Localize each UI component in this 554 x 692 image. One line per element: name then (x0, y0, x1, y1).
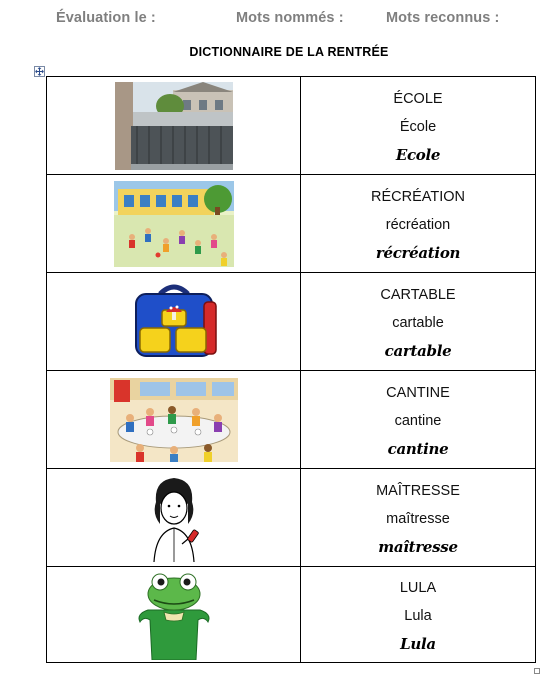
table-row (47, 273, 536, 371)
evaluation-header (0, 10, 554, 30)
picture-cell (47, 371, 301, 469)
word-uppercase: CANTINE (386, 384, 450, 401)
playground-illustration (114, 181, 234, 267)
schoolbag-illustration (126, 280, 222, 364)
school-photo (115, 82, 233, 170)
table-row (47, 469, 536, 567)
dictionary-table (46, 76, 536, 663)
word-lowercase: récréation (385, 216, 451, 233)
words-named-label: Mots nommés : (236, 10, 344, 26)
picture-cell (47, 469, 301, 567)
table-row (47, 567, 536, 663)
word-cursive: Ecole (395, 145, 441, 164)
word-cell (301, 371, 536, 469)
picture-cell (47, 567, 301, 663)
word-uppercase: ÉCOLE (393, 90, 443, 107)
word-cursive: cartable (384, 341, 452, 360)
word-uppercase: LULA (399, 579, 437, 596)
word-lowercase: École (399, 118, 437, 135)
table-row (47, 77, 536, 175)
word-uppercase: RÉCRÉATION (371, 188, 465, 205)
table-move-handle-icon[interactable] (34, 66, 45, 77)
word-lowercase: cartable (392, 314, 444, 331)
word-lowercase: cantine (394, 412, 442, 429)
evaluation-date-label: Évaluation le : (56, 10, 156, 26)
word-cursive: Lula (400, 634, 436, 653)
word-lowercase: Lula (404, 607, 432, 624)
word-cell (301, 77, 536, 175)
frog-puppet-photo (134, 570, 214, 660)
word-cursive: cantine (387, 439, 449, 458)
word-lowercase: maîtresse (386, 510, 450, 527)
word-cell (301, 567, 536, 663)
word-uppercase: MAÎTRESSE (376, 482, 460, 499)
teacher-drawing (142, 474, 206, 562)
word-cell (301, 469, 536, 567)
document-title: DICTIONNAIRE DE LA RENTRÉE (189, 45, 389, 59)
picture-cell (47, 273, 301, 371)
table-row (47, 371, 536, 469)
word-cell (301, 273, 536, 371)
word-uppercase: CARTABLE (380, 286, 456, 303)
word-cursive: récréation (375, 243, 461, 262)
canteen-illustration (110, 378, 238, 462)
picture-cell (47, 175, 301, 273)
word-cursive: maîtresse (378, 537, 458, 556)
picture-cell (47, 77, 301, 175)
word-cell (301, 175, 536, 273)
table-row (47, 175, 536, 273)
table-resize-handle[interactable] (534, 668, 540, 674)
words-recognized-label: Mots reconnus : (386, 10, 500, 26)
